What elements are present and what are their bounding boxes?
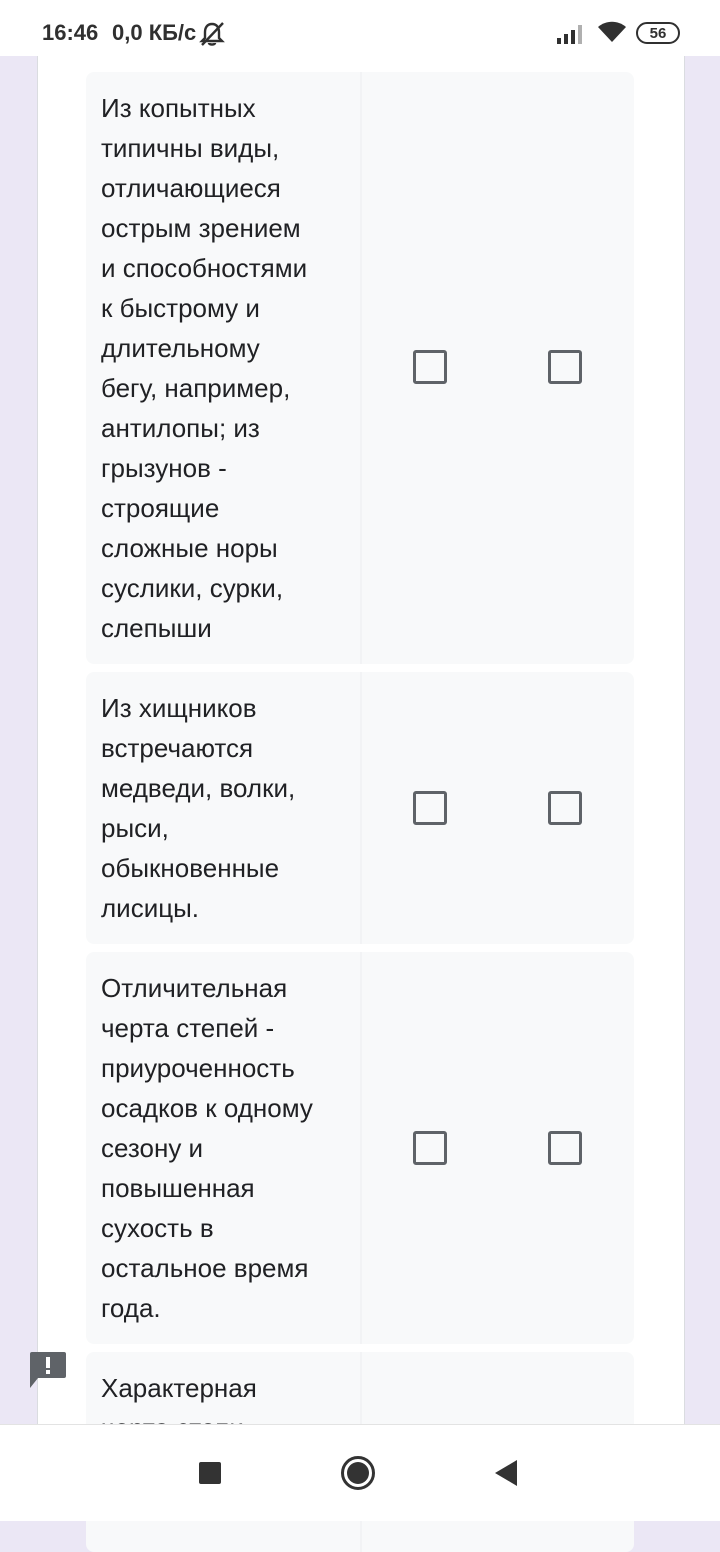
- grid-row: [86, 672, 634, 944]
- grid-row-label: Характерная: [101, 1373, 257, 1403]
- recents-icon[interactable]: [199, 1462, 221, 1484]
- grid-row: [86, 952, 634, 1344]
- home-icon[interactable]: [340, 1455, 376, 1491]
- checkbox-column-2[interactable]: [548, 350, 582, 384]
- feedback-icon[interactable]: [28, 1350, 68, 1390]
- column-divider: [360, 72, 362, 664]
- status-bar: [0, 0, 720, 56]
- column-divider: [360, 952, 362, 1344]
- checkbox-column-1[interactable]: [413, 1131, 447, 1165]
- checkbox-column-2[interactable]: [548, 1131, 582, 1165]
- checkbox-column-1[interactable]: [413, 350, 447, 384]
- grid-row: [86, 72, 634, 664]
- battery-level: 56: [649, 24, 667, 42]
- battery-icon: [636, 22, 680, 44]
- signal-icon: [556, 22, 586, 44]
- checkbox-column-2[interactable]: [548, 791, 582, 825]
- column-divider: [360, 672, 362, 944]
- back-icon[interactable]: [494, 1459, 518, 1487]
- grid-row-label: Из копытных типичны виды, отличающиеся острым зрением и способностями к быстрому и длительному бегу, например, антилопы; из грызунов - строящие сложные норы суслики, сурки, слепыши: [101, 93, 308, 643]
- grid-question-card: [37, 56, 685, 1424]
- grid-row-label: Отличительная черта степей - приуроченность осадков к одному сезону и повышенная сухость в остальное время года.: [101, 973, 313, 1323]
- grid-row-label: Из хищников встречаются медведи, волки, рыси, обыкновенные лисицы.: [101, 693, 296, 923]
- system-navigation-bar: [0, 1424, 720, 1521]
- wifi-icon: [596, 20, 628, 44]
- checkbox-column-1[interactable]: [413, 791, 447, 825]
- mute-icon: [198, 20, 226, 48]
- status-time: 16:46: [42, 20, 99, 45]
- status-network-speed: 0,0 КБ/с: [112, 20, 197, 45]
